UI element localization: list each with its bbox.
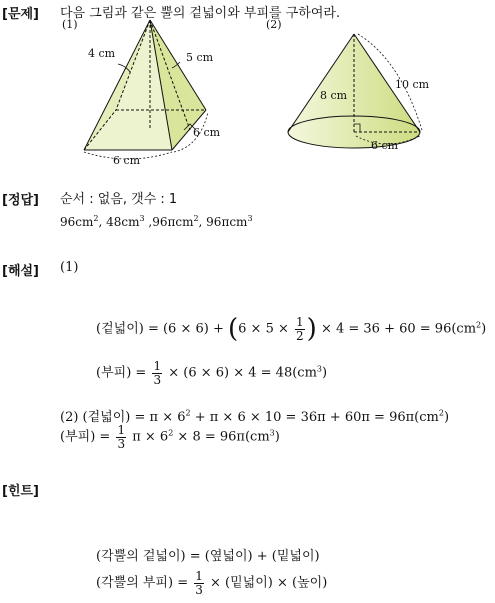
figure-2-label: (2) [266,18,282,31]
solution-eq-surface-1: (겉넓이) = (6 × 6) + (6 × 5 × $\frac{1}{2}$ ) × $4 = 36 + 60 = 96(cm^2)$ [96,314,487,345]
figure-1-label: (1) [62,18,78,31]
square-pyramid-figure [60,18,240,168]
cone-height-label: 8 cm [320,89,348,102]
pyramid-side-label: 6 cm [193,126,221,139]
hint-eq-volume: (각뿔의 부피) = $\frac{1}{3}$ × (밑넓이) × (높이) [96,569,328,597]
solution-eq-volume-1: (부피) = $\frac{1}{3}$ × $(6 \times 6) \times 4 = 48(cm^3)$ [96,359,328,387]
hint-tag: [힌트] [2,484,39,499]
solution-tag: [해설] [2,264,39,279]
answer-line-1: 순서 : 없음, 갯수 : 1 [60,192,178,207]
problem-text: 다음 그림과 같은 뿔의 겉넓이와 부피를 구하여라. [60,6,341,21]
cone-slant-label: 10 cm [395,78,430,91]
solution-eq-volume-2: (부피) = $\frac{1}{3}$ $\pi \times 6^2 \times 8 = 96\pi(cm^3)$ [60,423,280,451]
solution-eq-surface-2: (2) (겉넓이) = $\pi \times 6^2 + \pi \times 6 \times 10 = 36\pi + 60\pi = 96\pi(cm^2)$ [60,408,450,425]
solution-part-1-label: (1) [60,260,79,275]
pyramid-slant-label: 5 cm [186,51,214,64]
pyramid-base-label: 6 cm [113,154,141,167]
answer-tag: [정답] [2,193,39,208]
problem-tag: [문제] [2,7,39,22]
cone-figure [282,30,432,158]
answer-line-2: $96cm^2$, $48cm^3$ ,96πcm$^2$, 96πcm$^3$ [60,214,253,229]
hint-eq-surface: (각뿔의 겉넓이) = (옆넓이) + (밑넓이) [96,549,320,564]
cone-radius-label: 6 cm [371,139,399,152]
pyramid-edge-label: 4 cm [88,47,116,60]
